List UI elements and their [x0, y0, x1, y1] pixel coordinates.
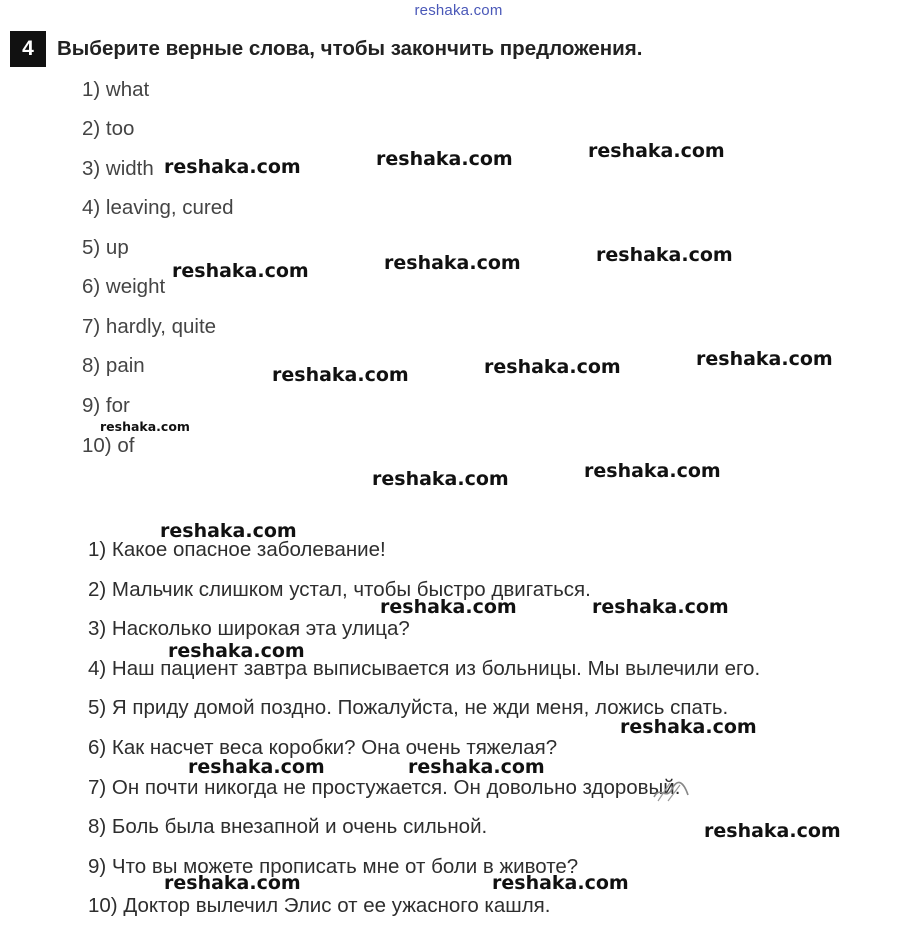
translation-item: 3) Насколько широкая эта улица? — [88, 617, 410, 640]
watermark: reshaka.com — [588, 140, 725, 162]
watermark: reshaka.com — [168, 640, 305, 662]
translation-item: 1) Какое опасное заболевание! — [88, 538, 386, 561]
watermark: reshaka.com — [408, 756, 545, 778]
watermark: reshaka.com — [620, 716, 757, 738]
answer-item: 8) pain — [82, 354, 145, 377]
answer-item: 5) up — [82, 236, 129, 259]
translation-item: 5) Я приду домой поздно. Пожалуйста, не жди меня, ложись спать. — [88, 696, 729, 719]
watermark: reshaka.com — [584, 460, 721, 482]
answer-item: 3) width — [82, 157, 154, 180]
translation-item: 7) Он почти никогда не простужается. Он довольно здоровый. — [88, 776, 681, 799]
exercise-number-badge: 4 — [10, 31, 46, 67]
pen-scribble-mark — [650, 777, 692, 805]
watermark: reshaka.com — [188, 756, 325, 778]
watermark: reshaka.com — [164, 872, 301, 894]
translation-item: 2) Мальчик слишком устал, чтобы быстро двигаться. — [88, 578, 591, 601]
translation-item: 8) Боль была внезапной и очень сильной. — [88, 815, 488, 838]
translation-item: 6) Как насчет веса коробки? Она очень тяжелая? — [88, 736, 558, 759]
answer-item: 6) weight — [82, 275, 166, 298]
watermark: reshaka.com — [596, 244, 733, 266]
answer-item: 9) for — [82, 394, 130, 417]
answer-item: 1) what — [82, 78, 150, 101]
watermark: reshaka.com — [696, 348, 833, 370]
translation-item: 4) Наш пациент завтра выписывается из больницы. Мы вылечили его. — [88, 657, 761, 680]
watermark: reshaka.com — [372, 468, 509, 490]
watermark: reshaka.com — [484, 356, 621, 378]
translation-item: 9) Что вы можете прописать мне от боли в животе? — [88, 855, 579, 878]
watermark: reshaka.com — [384, 252, 521, 274]
exercise-instruction: Выберите верные слова, чтобы закончить предложения. — [57, 37, 643, 60]
translation-item: 10) Доктор вылечил Элис от ее ужасного кашля. — [88, 894, 551, 917]
watermark: reshaka.com — [100, 419, 190, 434]
watermark: reshaka.com — [272, 364, 409, 386]
answer-item: 7) hardly, quite — [82, 315, 217, 338]
answer-item: 10) of — [82, 434, 135, 457]
watermark: reshaka.com — [704, 820, 841, 842]
answer-item: 4) leaving, cured — [82, 196, 234, 219]
watermark: reshaka.com — [376, 148, 513, 170]
site-watermark-top: reshaka.com — [414, 2, 503, 19]
watermark: reshaka.com — [164, 156, 301, 178]
answer-item: 2) too — [82, 117, 135, 140]
watermark: reshaka.com — [592, 596, 729, 618]
watermark: reshaka.com — [380, 596, 517, 618]
watermark: reshaka.com — [492, 872, 629, 894]
watermark: reshaka.com — [172, 260, 309, 282]
watermark: reshaka.com — [160, 520, 297, 542]
